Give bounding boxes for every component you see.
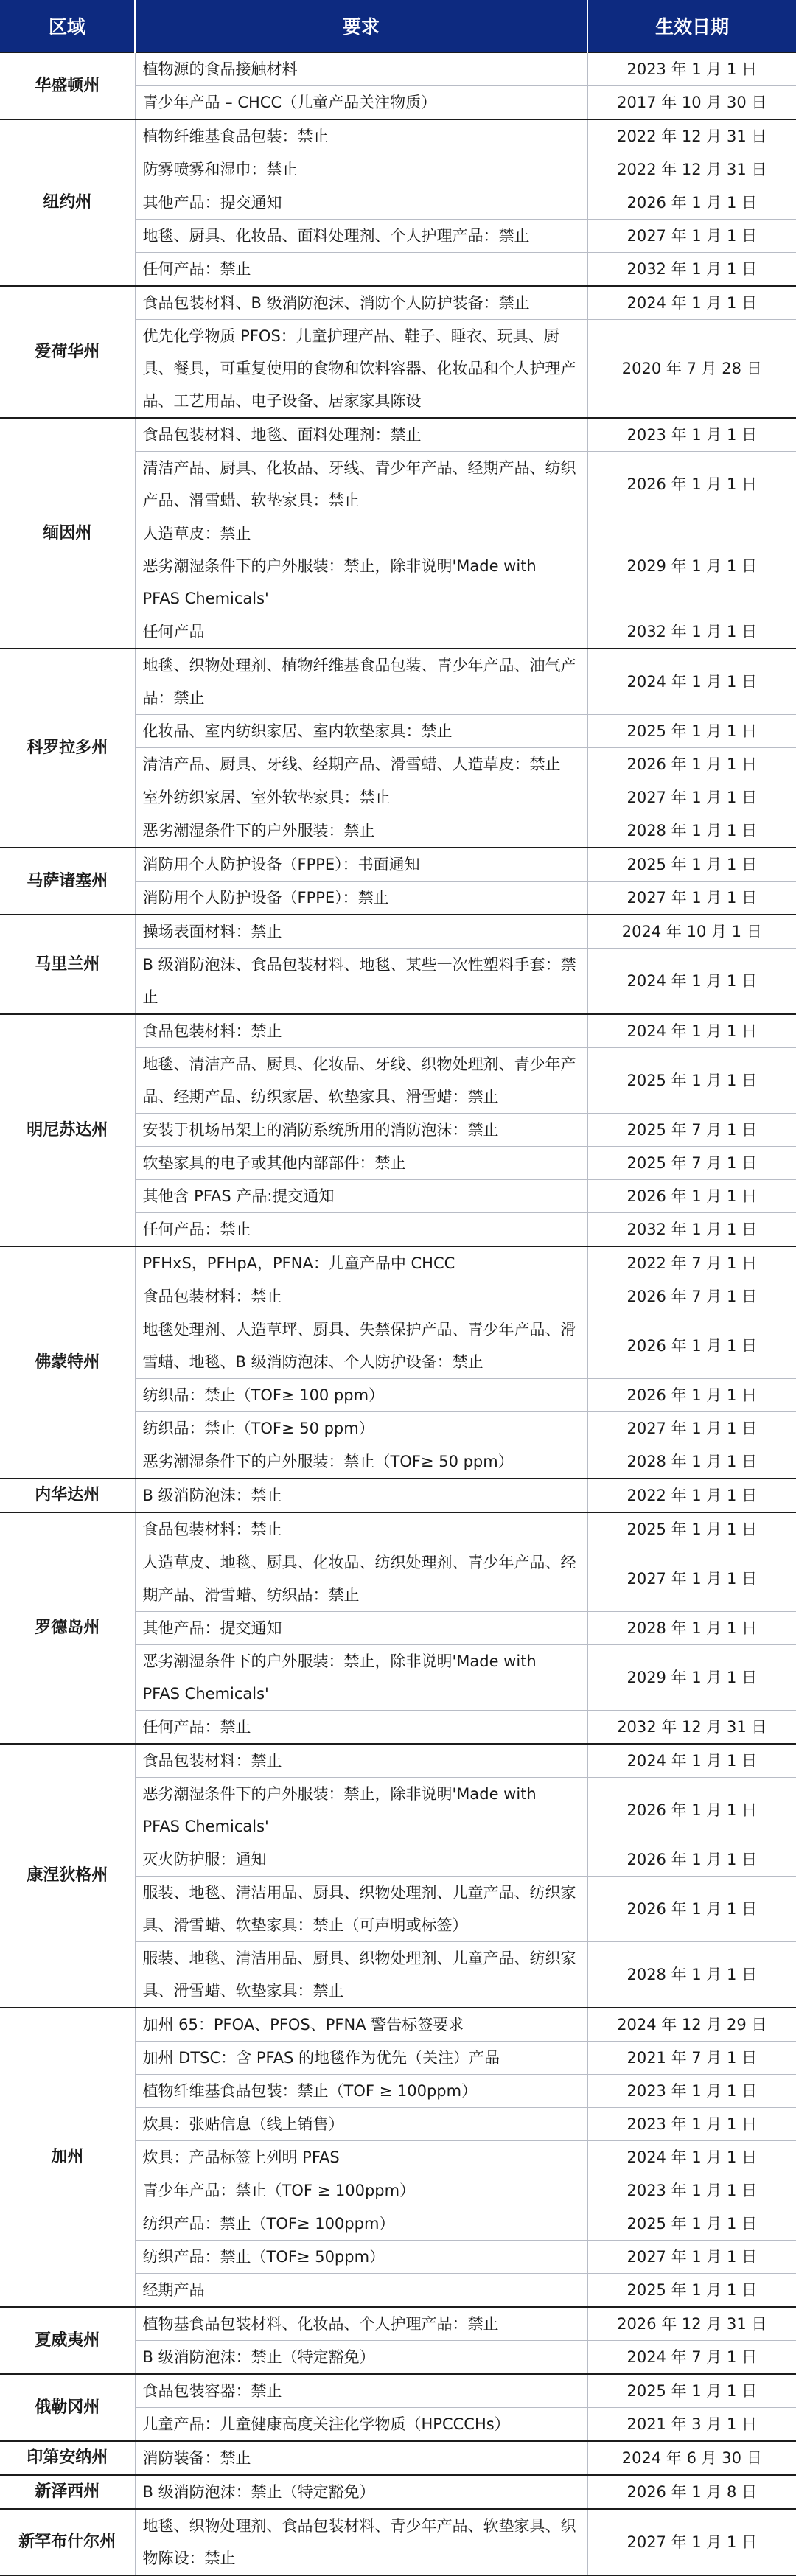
effective-date-cell: 2023 年 1 月 1 日 (587, 52, 796, 86)
requirement-cell: 服装、地毯、清洁用品、厨具、织物处理剂、儿童产品、纺织家具、滑雪蜡、软垫家具：禁止（可声明或标签） (135, 1877, 587, 1942)
header-region: 区域 (0, 0, 135, 52)
effective-date-cell: 2020 年 7 月 28 日 (587, 320, 796, 419)
region-cell: 新罕布什尔州 (0, 2509, 135, 2575)
effective-date-cell: 2024 年 1 月 1 日 (587, 286, 796, 320)
effective-date-cell: 2025 年 1 月 1 日 (587, 715, 796, 748)
effective-date-cell: 2032 年 1 月 1 日 (587, 253, 796, 287)
requirement-cell: 任何产品：禁止 (135, 253, 587, 287)
requirement-cell: 经期产品 (135, 2274, 587, 2308)
effective-date-cell: 2024 年 1 月 1 日 (587, 649, 796, 715)
region-cell: 印第安纳州 (0, 2441, 135, 2475)
effective-date-cell: 2022 年 12 月 31 日 (587, 119, 796, 153)
requirement-cell: B 级消防泡沫、食品包装材料、地毯、某些一次性塑料手套：禁止 (135, 949, 587, 1015)
table-row (0, 1744, 796, 1778)
effective-date-cell: 2022 年 7 月 1 日 (587, 1246, 796, 1280)
requirement-cell: 防雾喷雾和湿巾：禁止 (135, 153, 587, 186)
effective-date-cell: 2024 年 1 月 1 日 (587, 1744, 796, 1778)
requirement-cell: 软垫家具的电子或其他内部部件：禁止 (135, 1147, 587, 1180)
effective-date-cell: 2026 年 1 月 1 日 (587, 1778, 796, 1843)
requirement-cell: 地毯、织物处理剂、植物纤维基食品包装、青少年产品、油气产品：禁止 (135, 649, 587, 715)
requirement-cell: 炊具：产品标签上列明 PFAS (135, 2141, 587, 2174)
effective-date-cell: 2026 年 12 月 31 日 (587, 2307, 796, 2341)
header-effective-date: 生效日期 (587, 0, 796, 52)
table-row (0, 2374, 796, 2408)
requirement-cell: 食品包装材料、B 级消防泡沫、消防个人防护装备：禁止 (135, 286, 587, 320)
effective-date-cell: 2027 年 1 月 1 日 (587, 1412, 796, 1445)
requirement-cell: 植物纤维基食品包装：禁止（TOF ≥ 100ppm） (135, 2075, 587, 2108)
effective-date-cell: 2028 年 1 月 1 日 (587, 1445, 796, 1479)
region-cell: 佛蒙特州 (0, 1246, 135, 1479)
requirement-cell: 操场表面材料：禁止 (135, 915, 587, 949)
region-cell: 罗德岛州 (0, 1512, 135, 1744)
effective-date-cell: 2024 年 7 月 1 日 (587, 2341, 796, 2375)
requirement-cell: 灭火防护服：通知 (135, 1843, 587, 1877)
effective-date-cell: 2028 年 1 月 1 日 (587, 1942, 796, 2008)
effective-date-cell: 2022 年 1 月 1 日 (587, 1479, 796, 1512)
effective-date-cell: 2027 年 1 月 1 日 (587, 781, 796, 814)
requirement-cell: 恶劣潮湿条件下的户外服装：禁止（TOF≥ 50 ppm） (135, 1445, 587, 1479)
requirement-cell: 食品包装材料：禁止 (135, 1744, 587, 1778)
region-cell: 俄勒冈州 (0, 2374, 135, 2441)
requirement-cell: 安装于机场吊架上的消防系统所用的消防泡沫：禁止 (135, 1114, 587, 1147)
table-row (0, 1512, 796, 1546)
table-body (0, 52, 796, 2575)
effective-date-cell: 2027 年 1 月 1 日 (587, 2509, 796, 2575)
requirement-cell: 化妆品、室内纺织家居、室内软垫家具：禁止 (135, 715, 587, 748)
table-row (0, 2008, 796, 2042)
requirement-cell: 清洁产品、厨具、牙线、经期产品、滑雪蜡、人造草皮：禁止 (135, 748, 587, 781)
effective-date-cell: 2026 年 7 月 1 日 (587, 1280, 796, 1313)
effective-date-cell: 2021 年 7 月 1 日 (587, 2042, 796, 2075)
requirement-cell: 植物纤维基食品包装：禁止 (135, 119, 587, 153)
effective-date-cell: 2024 年 10 月 1 日 (587, 915, 796, 949)
effective-date-cell: 2023 年 1 月 1 日 (587, 2108, 796, 2141)
region-cell: 科罗拉多州 (0, 649, 135, 848)
region-cell: 纽约州 (0, 119, 135, 286)
requirement-cell: 消防装备：禁止 (135, 2441, 587, 2475)
requirement-cell: 食品包装材料：禁止 (135, 1280, 587, 1313)
effective-date-cell: 2026 年 1 月 1 日 (587, 1180, 796, 1213)
requirement-cell: 任何产品：禁止 (135, 1711, 587, 1745)
effective-date-cell: 2023 年 1 月 1 日 (587, 2075, 796, 2108)
table-row (0, 2475, 796, 2509)
requirement-cell: 纺织产品：禁止（TOF≥ 50ppm） (135, 2241, 587, 2274)
effective-date-cell: 2025 年 1 月 1 日 (587, 2207, 796, 2241)
requirement-cell: 植物源的食品接触材料 (135, 52, 587, 86)
effective-date-cell: 2023 年 1 月 1 日 (587, 418, 796, 452)
effective-date-cell: 2027 年 1 月 1 日 (587, 220, 796, 253)
effective-date-cell: 2025 年 1 月 1 日 (587, 2374, 796, 2408)
requirement-cell: 人造草皮、地毯、厨具、化妆品、纺织处理剂、青少年产品、经期产品、滑雪蜡、纺织品：禁止 (135, 1546, 587, 1612)
effective-date-cell: 2021 年 3 月 1 日 (587, 2408, 796, 2442)
requirement-cell: 恶劣潮湿条件下的户外服装：禁止，除非说明'Made with PFAS Chemicals' (135, 1645, 587, 1711)
effective-date-cell: 2032 年 12 月 31 日 (587, 1711, 796, 1745)
requirement-cell: PFHxS，PFHpA，PFNA：儿童产品中 CHCC (135, 1246, 587, 1280)
requirement-cell: 地毯处理剂、人造草坪、厨具、失禁保护产品、青少年产品、滑雪蜡、地毯、B 级消防泡沫、个人防护设备：禁止 (135, 1313, 587, 1379)
region-cell: 加州 (0, 2008, 135, 2307)
effective-date-cell: 2028 年 1 月 1 日 (587, 814, 796, 848)
requirement-cell: 优先化学物质 PFOS：儿童护理产品、鞋子、睡衣、玩具、厨具、餐具，可重复使用的食物和饮料容器、化妆品和个人护理产品、工艺用品、电子设备、居家家具陈设 (135, 320, 587, 419)
table-row (0, 2509, 796, 2575)
effective-date-cell: 2025 年 1 月 1 日 (587, 1512, 796, 1546)
requirement-cell: 食品包装容器：禁止 (135, 2374, 587, 2408)
requirement-cell: 地毯、清洁产品、厨具、化妆品、牙线、织物处理剂、青少年产品、经期产品、纺织家居、软垫家具、滑雪蜡：禁止 (135, 1048, 587, 1114)
requirement-cell: 消防用个人防护设备（FPPE）：书面通知 (135, 848, 587, 882)
region-cell: 马萨诸塞州 (0, 848, 135, 915)
requirement-cell: 任何产品：禁止 (135, 1213, 587, 1247)
requirement-cell: 人造草皮：禁止 恶劣潮湿条件下的户外服装：禁止，除非说明'Made with PFAS Chemicals' (135, 517, 587, 615)
requirement-cell: 青少年产品 – CHCC（儿童产品关注物质） (135, 86, 587, 120)
table-row (0, 418, 796, 452)
requirement-cell: 加州 DTSC：含 PFAS 的地毯作为优先（关注）产品 (135, 2042, 587, 2075)
requirement-cell: B 级消防泡沫：禁止（特定豁免） (135, 2341, 587, 2375)
effective-date-cell: 2027 年 1 月 1 日 (587, 1546, 796, 1612)
requirement-cell: 食品包装材料：禁止 (135, 1014, 587, 1048)
requirement-cell: 纺织产品：禁止（TOF≥ 100ppm） (135, 2207, 587, 2241)
requirement-cell: 儿童产品：儿童健康高度关注化学物质（HPCCCHs） (135, 2408, 587, 2442)
effective-date-cell: 2029 年 1 月 1 日 (587, 1645, 796, 1711)
effective-date-cell: 2025 年 7 月 1 日 (587, 1114, 796, 1147)
region-cell: 夏威夷州 (0, 2307, 135, 2374)
requirement-cell: 室外纺织家居、室外软垫家具：禁止 (135, 781, 587, 814)
region-cell: 内华达州 (0, 1479, 135, 1512)
requirement-cell: 纺织品：禁止（TOF≥ 100 ppm） (135, 1379, 587, 1412)
requirement-cell: 其他含 PFAS 产品:提交通知 (135, 1180, 587, 1213)
table-row (0, 848, 796, 882)
region-cell: 爱荷华州 (0, 286, 135, 418)
effective-date-cell: 2025 年 7 月 1 日 (587, 1147, 796, 1180)
table-row (0, 119, 796, 153)
requirement-cell: 地毯、厨具、化妆品、面料处理剂、个人护理产品：禁止 (135, 220, 587, 253)
requirement-cell: 其他产品：提交通知 (135, 1612, 587, 1645)
table-row (0, 1246, 796, 1280)
effective-date-cell: 2032 年 1 月 1 日 (587, 1213, 796, 1247)
requirement-cell: 地毯、织物处理剂、食品包装材料、青少年产品、软垫家具、织物陈设：禁止 (135, 2509, 587, 2575)
requirement-cell: 服装、地毯、清洁用品、厨具、织物处理剂、儿童产品、纺织家具、滑雪蜡、软垫家具：禁止 (135, 1942, 587, 2008)
effective-date-cell: 2024 年 12 月 29 日 (587, 2008, 796, 2042)
table-row (0, 52, 796, 86)
effective-date-cell: 2026 年 1 月 8 日 (587, 2475, 796, 2509)
requirement-cell: 食品包装材料：禁止 (135, 1512, 587, 1546)
effective-date-cell: 2032 年 1 月 1 日 (587, 615, 796, 649)
effective-date-cell: 2023 年 1 月 1 日 (587, 2174, 796, 2207)
effective-date-cell: 2024 年 1 月 1 日 (587, 2141, 796, 2174)
effective-date-cell: 2029 年 1 月 1 日 (587, 517, 796, 615)
region-cell: 康涅狄格州 (0, 1744, 135, 2008)
requirement-cell: B 级消防泡沫：禁止（特定豁免） (135, 2475, 587, 2509)
table-header-row (0, 0, 796, 52)
requirement-cell: 恶劣潮湿条件下的户外服装：禁止 (135, 814, 587, 848)
table-row (0, 286, 796, 320)
effective-date-cell: 2026 年 1 月 1 日 (587, 452, 796, 517)
effective-date-cell: 2026 年 1 月 1 日 (587, 1877, 796, 1942)
requirement-cell: B 级消防泡沫：禁止 (135, 1479, 587, 1512)
region-cell: 明尼苏达州 (0, 1014, 135, 1246)
requirement-cell: 植物基食品包装材料、化妆品、个人护理产品：禁止 (135, 2307, 587, 2341)
effective-date-cell: 2027 年 1 月 1 日 (587, 882, 796, 915)
requirement-cell: 炊具：张贴信息（线上销售） (135, 2108, 587, 2141)
table-row (0, 1014, 796, 1048)
requirement-cell: 食品包装材料、地毯、面料处理剂：禁止 (135, 418, 587, 452)
effective-date-cell: 2022 年 12 月 31 日 (587, 153, 796, 186)
effective-date-cell: 2024 年 1 月 1 日 (587, 949, 796, 1015)
effective-date-cell: 2026 年 1 月 1 日 (587, 1379, 796, 1412)
requirement-cell: 消防用个人防护设备（FPPE）：禁止 (135, 882, 587, 915)
table-row (0, 649, 796, 715)
effective-date-cell: 2028 年 1 月 1 日 (587, 1612, 796, 1645)
table-row (0, 2307, 796, 2341)
table-row (0, 2441, 796, 2475)
effective-date-cell: 2025 年 1 月 1 日 (587, 848, 796, 882)
region-cell: 马里兰州 (0, 915, 135, 1014)
requirement-cell: 纺织品：禁止（TOF≥ 50 ppm） (135, 1412, 587, 1445)
requirement-cell: 清洁产品、厨具、化妆品、牙线、青少年产品、经期产品、纺织产品、滑雪蜡、软垫家具：禁止 (135, 452, 587, 517)
effective-date-cell: 2026 年 1 月 1 日 (587, 748, 796, 781)
effective-date-cell: 2024 年 6 月 30 日 (587, 2441, 796, 2475)
requirement-cell: 恶劣潮湿条件下的户外服装：禁止，除非说明'Made with PFAS Chemicals' (135, 1778, 587, 1843)
effective-date-cell: 2026 年 1 月 1 日 (587, 186, 796, 220)
requirement-cell: 加州 65：PFOA、PFOS、PFNA 警告标签要求 (135, 2008, 587, 2042)
effective-date-cell: 2025 年 1 月 1 日 (587, 1048, 796, 1114)
table-row (0, 915, 796, 949)
region-cell: 华盛顿州 (0, 52, 135, 119)
effective-date-cell: 2017 年 10 月 30 日 (587, 86, 796, 120)
effective-date-cell: 2025 年 1 月 1 日 (587, 2274, 796, 2308)
effective-date-cell: 2027 年 1 月 1 日 (587, 2241, 796, 2274)
effective-date-cell: 2024 年 1 月 1 日 (587, 1014, 796, 1048)
region-cell: 新泽西州 (0, 2475, 135, 2509)
requirement-cell: 青少年产品：禁止（TOF ≥ 100ppm） (135, 2174, 587, 2207)
header-requirement: 要求 (135, 0, 587, 52)
requirement-cell: 任何产品 (135, 615, 587, 649)
effective-date-cell: 2026 年 1 月 1 日 (587, 1843, 796, 1877)
table-row (0, 1479, 796, 1512)
region-cell: 缅因州 (0, 418, 135, 649)
requirement-cell: 其他产品：提交通知 (135, 186, 587, 220)
effective-date-cell: 2026 年 1 月 1 日 (587, 1313, 796, 1379)
